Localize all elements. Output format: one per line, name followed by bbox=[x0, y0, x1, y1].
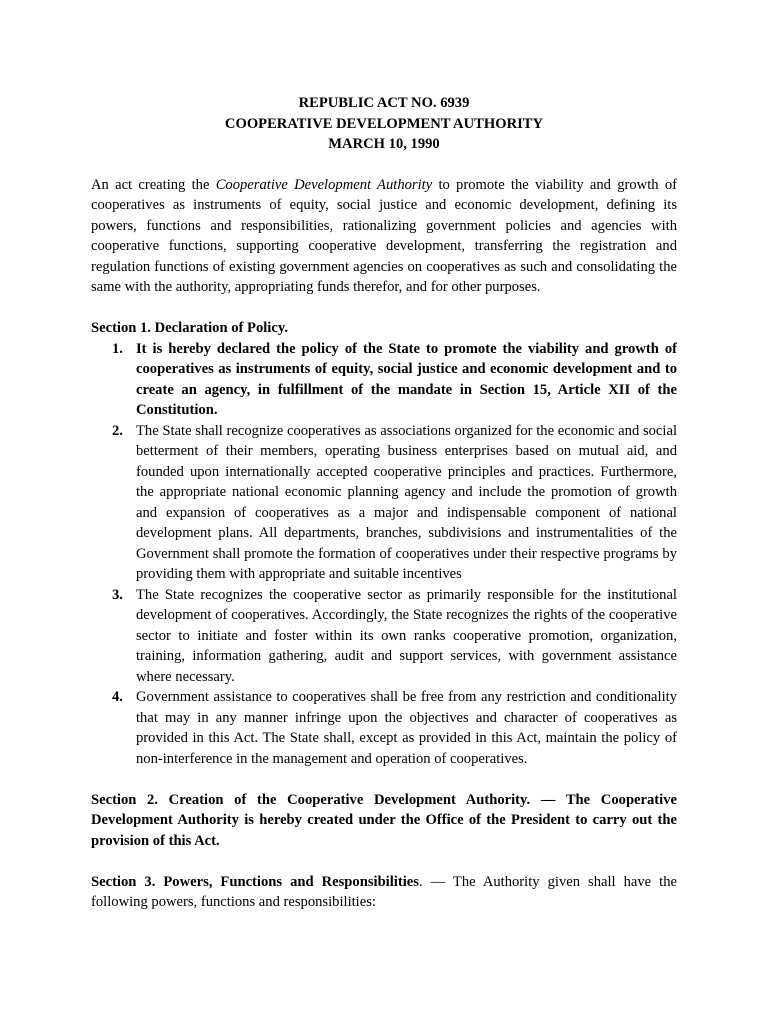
policy-list bbox=[91, 339, 677, 770]
section-3-heading: Section 3. Powers, Functions and Responsibilities bbox=[91, 873, 419, 890]
intro-text-after: to promote the viability and growth of cooperatives as instruments of equity, social justice and economic development, defining its powers, functions and responsibilities, rationalizing government policies and agencies with cooperative functions, supporting cooperative development, transferring the registration and regulation functions of existing government agencies on cooperatives as such and consolidating the same with the authority, appropriating funds therefor, and for other purposes. bbox=[91, 176, 677, 295]
intro-text-before: An act creating the bbox=[91, 176, 216, 193]
policy-item-number: 4. bbox=[112, 689, 123, 705]
intro-emphasis: Cooperative Development Authority bbox=[215, 176, 433, 193]
policy-item-number: 2. bbox=[112, 422, 123, 439]
section-1 bbox=[91, 318, 677, 769]
policy-item-number: 3. bbox=[112, 586, 123, 603]
section-2-text: Section 2. Creation of the Cooperative Development Authority. — The Cooperative Development Authority is hereby created under the Office of the President to carry out the provision of this Act. bbox=[91, 791, 677, 849]
section-2 bbox=[91, 790, 677, 852]
section-3 bbox=[91, 872, 677, 913]
act-number: REPUBLIC ACT NO. 6939 bbox=[298, 95, 470, 111]
policy-item bbox=[91, 339, 677, 421]
section-3-text: . — The Authority given shall have the following powers, functions and responsibilities: bbox=[91, 873, 677, 910]
policy-item bbox=[91, 585, 677, 688]
policy-item-text: The State recognizes the cooperative sector as primarily responsible for the institutional development of cooperatives. Accordingly, the State recognizes the rights of the cooperative sector to initiate and foster within its own ranks cooperative promotion, organization, training, information gathering, audit and support services, with government assistance where necessary. bbox=[136, 586, 677, 685]
document-title bbox=[91, 93, 677, 155]
act-name: COOPERATIVE DEVELOPMENT AUTHORITY bbox=[224, 115, 544, 132]
section-1-heading: Section 1. Declaration of Policy. bbox=[91, 320, 288, 336]
policy-item bbox=[91, 687, 677, 769]
document-content bbox=[91, 93, 677, 913]
policy-item-number: 1. bbox=[112, 340, 123, 357]
policy-item-text: The State shall recognize cooperatives as associations organized for the economic and social betterment of their members, operating business enterprises based on mutual aid, and founded upon internationally accepted cooperative principles and practices. Furthermore, the appropriate national economic planning agency and include the promotion of growth and expansion of cooperatives as a major and indispensable component of national development plans. All departments, branches, subdivisions and instrumentalities of the Government shall promote the formation of cooperatives under their respective programs by providing them with appropriate and suitable incentives bbox=[136, 422, 677, 582]
policy-item bbox=[91, 421, 677, 585]
intro-paragraph bbox=[91, 175, 677, 298]
policy-item-text: It is hereby declared the policy of the State to promote the viability and growth of cooperatives as instruments of equity, social justice and economic development and to create an agency, in fulfillment of the mandate in Section 15, Article XII of the Constitution. bbox=[136, 340, 677, 418]
policy-item-text: Government assistance to cooperatives shall be free from any restriction and conditionality that may in any manner infringe upon the objectives and character of cooperatives as provided in this Act. The State shall, except as provided in this Act, maintain the policy of non-interference in the management and operation of cooperatives. bbox=[136, 689, 677, 767]
act-date: MARCH 10, 1990 bbox=[328, 136, 440, 152]
